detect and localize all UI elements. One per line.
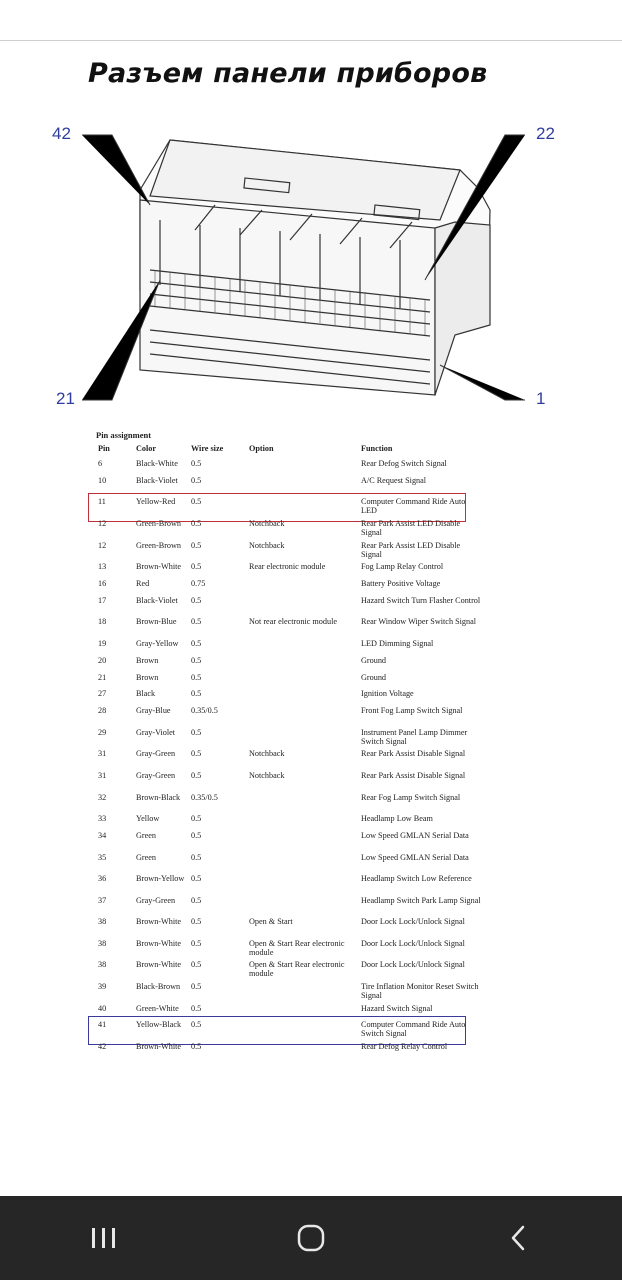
- option-cell: Notchback: [249, 749, 285, 759]
- table-row: [96, 639, 486, 656]
- page-title: Разъем панели приборов: [88, 58, 488, 89]
- color-cell: Brown-Black: [136, 792, 181, 802]
- table-header-row: [96, 444, 486, 459]
- pin-cell: 20: [98, 655, 107, 665]
- table-row: [96, 917, 486, 939]
- table-row: [96, 519, 486, 541]
- recent-apps-button[interactable]: [74, 1208, 134, 1268]
- callout-21: 21: [56, 389, 75, 408]
- pin-cell: 40: [98, 1003, 107, 1013]
- table-row: [96, 939, 486, 961]
- table-row: [96, 728, 486, 750]
- pin-cell: 39: [98, 982, 107, 992]
- color-cell: Gray-Yellow: [136, 638, 179, 648]
- color-cell: Brown-Blue: [136, 617, 177, 627]
- function-cell: Instrument Panel Lamp Dimmer Switch Signal: [361, 727, 468, 746]
- color-cell: Gray-Green: [136, 895, 176, 905]
- color-cell: Brown-White: [136, 1042, 182, 1052]
- wire-size-cell: 0.5: [191, 689, 202, 699]
- table-caption: Pin assignment: [96, 430, 152, 440]
- function-cell: Rear Fog Lamp Switch Signal: [361, 792, 461, 802]
- wire-size-cell: 0.5: [191, 852, 202, 862]
- back-icon: [508, 1223, 528, 1253]
- function-cell: Rear Park Assist Disable Signal: [361, 770, 466, 780]
- pin-cell: 38: [98, 960, 107, 970]
- pin-cell: 16: [98, 578, 107, 588]
- pin-cell: 42: [98, 1042, 107, 1052]
- table-row: [96, 562, 486, 579]
- color-cell: Gray-Blue: [136, 706, 171, 716]
- table-row: [96, 497, 486, 519]
- pin-cell: 38: [98, 938, 107, 948]
- pin-cell: 13: [98, 562, 107, 572]
- wire-size-cell: 0.5: [191, 518, 202, 528]
- color-cell: Red: [136, 578, 150, 588]
- color-cell: Green-Brown: [136, 518, 182, 528]
- option-cell: Notchback: [249, 540, 285, 550]
- option-cell: Notchback: [249, 770, 285, 780]
- function-cell: Rear Window Wiper Switch Signal: [361, 617, 477, 627]
- home-icon: [296, 1223, 326, 1253]
- function-cell: Hazard Switch Turn Flasher Control: [361, 595, 481, 605]
- table-row: [96, 617, 486, 639]
- function-cell: Front Fog Lamp Switch Signal: [361, 706, 463, 716]
- wire-size-cell: 0.5: [191, 982, 202, 992]
- color-cell: Gray-Green: [136, 749, 176, 759]
- color-cell: Brown-White: [136, 960, 182, 970]
- option-cell: Not rear electronic module: [249, 617, 337, 627]
- pin-cell: 18: [98, 617, 107, 627]
- color-cell: Green: [136, 830, 157, 840]
- option-cell: Rear electronic module: [249, 562, 326, 572]
- color-cell: Black-White: [136, 459, 178, 468]
- wire-size-cell: 0.5: [191, 938, 202, 948]
- color-cell: Gray-Green: [136, 770, 176, 780]
- function-cell: A/C Request Signal: [361, 475, 427, 485]
- wire-size-cell: 0.5: [191, 830, 202, 840]
- function-cell: Rear Defog Relay Control: [361, 1042, 448, 1052]
- wire-size-cell: 0.35/0.5: [191, 792, 218, 802]
- table-row: [96, 541, 486, 563]
- color-cell: Green: [136, 852, 157, 862]
- function-cell: Headlamp Switch Low Reference: [361, 874, 472, 884]
- table-body: [96, 459, 486, 1059]
- connector-figure: [0, 110, 622, 420]
- wire-size-cell: 0.5: [191, 672, 202, 682]
- function-cell: Computer Command Ride Auto LED: [361, 497, 466, 516]
- wire-size-cell: 0.5: [191, 727, 202, 737]
- pin-cell: 33: [98, 814, 107, 824]
- wire-size-cell: 0.5: [191, 960, 202, 970]
- wire-size-cell: 0.5: [191, 749, 202, 759]
- function-cell: Door Lock Lock/Unlock Signal: [361, 960, 465, 970]
- color-cell: Brown-White: [136, 562, 182, 572]
- pin-cell: 27: [98, 689, 107, 699]
- callout-42: 42: [52, 124, 71, 143]
- table-row: [96, 896, 486, 918]
- pin-cell: 29: [98, 727, 107, 737]
- color-cell: Green-Brown: [136, 540, 182, 550]
- table-row: [96, 771, 486, 793]
- pin-cell: 41: [98, 1020, 107, 1030]
- color-cell: Brown-Yellow: [136, 874, 185, 884]
- wire-size-cell: 0.5: [191, 562, 202, 572]
- color-cell: Brown: [136, 655, 159, 665]
- table-row: [96, 689, 486, 706]
- table-row: [96, 874, 486, 896]
- function-cell: Fog Lamp Relay Control: [361, 562, 444, 572]
- pin-cell: 21: [98, 672, 107, 682]
- table-row: [96, 1042, 486, 1059]
- pin-assignment-table: [96, 430, 486, 1059]
- function-cell: Door Lock Lock/Unlock Signal: [361, 938, 465, 948]
- color-cell: Yellow-Black: [136, 1020, 182, 1030]
- wire-size-cell: 0.5: [191, 917, 202, 927]
- home-button[interactable]: [281, 1208, 341, 1268]
- color-cell: Black-Violet: [136, 475, 178, 485]
- pin-cell: 12: [98, 518, 107, 528]
- function-cell: Rear Park Assist Disable Signal: [361, 749, 466, 759]
- table-row: [96, 656, 486, 673]
- pin-cell: 35: [98, 852, 107, 862]
- wire-size-cell: 0.5: [191, 814, 202, 824]
- wire-size-cell: 0.5: [191, 638, 202, 648]
- table-row: [96, 1020, 486, 1042]
- function-cell: Low Speed GMLAN Serial Data: [361, 830, 469, 840]
- table-row: [96, 831, 486, 853]
- pin-cell: 31: [98, 749, 107, 759]
- pin-cell: 32: [98, 792, 107, 802]
- color-cell: Brown-White: [136, 938, 182, 948]
- color-cell: Yellow-Red: [136, 497, 176, 507]
- function-cell: Battery Positive Voltage: [361, 578, 441, 588]
- header-wire-size: Wire size: [191, 444, 224, 453]
- function-cell: Ignition Voltage: [361, 689, 414, 699]
- function-cell: Rear Defog Switch Signal: [361, 459, 447, 468]
- recent-apps-icon: [89, 1225, 119, 1251]
- function-cell: Headlamp Low Beam: [361, 814, 433, 824]
- wire-size-cell: 0.5: [191, 595, 202, 605]
- header-function: Function: [361, 444, 393, 453]
- wire-size-cell: 0.5: [191, 459, 202, 468]
- function-cell: Headlamp Switch Park Lamp Signal: [361, 895, 481, 905]
- table-row: [96, 960, 486, 982]
- wire-size-cell: 0.5: [191, 874, 202, 884]
- connector-drawing: [0, 110, 622, 420]
- pin-cell: 34: [98, 830, 107, 840]
- wire-size-cell: 0.5: [191, 540, 202, 550]
- wire-size-cell: 0.5: [191, 655, 202, 665]
- wire-size-cell: 0.5: [191, 617, 202, 627]
- function-cell: Hazard Switch Signal: [361, 1003, 433, 1013]
- color-cell: Black-Brown: [136, 982, 181, 992]
- pin-cell: 37: [98, 895, 107, 905]
- pin-cell: 38: [98, 917, 107, 927]
- pin-cell: 6: [98, 459, 103, 468]
- color-cell: Brown: [136, 672, 159, 682]
- function-cell: Tire Inflation Monitor Reset Switch Signal: [361, 982, 479, 1001]
- table-row: [96, 749, 486, 771]
- color-cell: Yellow: [136, 814, 160, 824]
- function-cell: Door Lock Lock/Unlock Signal: [361, 917, 465, 927]
- table-row: [96, 982, 486, 1004]
- table-row: [96, 814, 486, 831]
- callout-1: 1: [536, 389, 546, 408]
- function-cell: Ground: [361, 672, 387, 682]
- header-option: Option: [249, 444, 274, 453]
- function-cell: Rear Park Assist LED Disable Signal: [361, 518, 461, 537]
- pin-cell: 10: [98, 475, 107, 485]
- wire-size-cell: 0.5: [191, 497, 202, 507]
- function-cell: Rear Park Assist LED Disable Signal: [361, 540, 461, 559]
- wire-size-cell: 0.5: [191, 895, 202, 905]
- pin-cell: 12: [98, 540, 107, 550]
- pin-cell: 19: [98, 638, 107, 648]
- header-pin: Pin: [98, 444, 110, 453]
- table-row: [96, 853, 486, 875]
- table-row: [96, 579, 486, 596]
- wire-size-cell: 0.5: [191, 1042, 202, 1052]
- option-cell: Open & Start Rear electronic module: [249, 960, 345, 979]
- wire-size-cell: 0.35/0.5: [191, 706, 218, 716]
- pin-cell: 11: [98, 497, 106, 507]
- wire-size-cell: 0.75: [191, 578, 206, 588]
- function-cell: Ground: [361, 655, 387, 665]
- table-row: [96, 793, 486, 815]
- wire-size-cell: 0.5: [191, 1020, 202, 1030]
- wire-size-cell: 0.5: [191, 1003, 202, 1013]
- table-row: [96, 706, 486, 728]
- function-cell: Computer Command Ride Auto Switch Signal: [361, 1020, 466, 1039]
- option-cell: Open & Start: [249, 917, 293, 927]
- color-cell: Black-Violet: [136, 595, 178, 605]
- color-cell: Black: [136, 689, 156, 699]
- color-cell: Brown-White: [136, 917, 182, 927]
- system-navigation-bar: [0, 1196, 622, 1280]
- top-divider: [0, 40, 622, 41]
- pin-cell: 31: [98, 770, 107, 780]
- color-cell: Gray-Violet: [136, 727, 176, 737]
- table-row: [96, 459, 486, 476]
- function-cell: LED Dimming Signal: [361, 638, 434, 648]
- header-color: Color: [136, 444, 157, 453]
- callout-22: 22: [536, 124, 555, 143]
- table-row: [96, 596, 486, 618]
- option-cell: Open & Start Rear electronic module: [249, 938, 345, 957]
- color-cell: Green-White: [136, 1003, 179, 1013]
- wire-size-cell: 0.5: [191, 770, 202, 780]
- wire-size-cell: 0.5: [191, 475, 202, 485]
- pin-cell: 28: [98, 706, 107, 716]
- pin-cell: 36: [98, 874, 107, 884]
- table-row: [96, 673, 486, 690]
- pin-cell: 17: [98, 595, 107, 605]
- function-cell: Low Speed GMLAN Serial Data: [361, 852, 469, 862]
- back-button[interactable]: [488, 1208, 548, 1268]
- option-cell: Notchback: [249, 518, 285, 528]
